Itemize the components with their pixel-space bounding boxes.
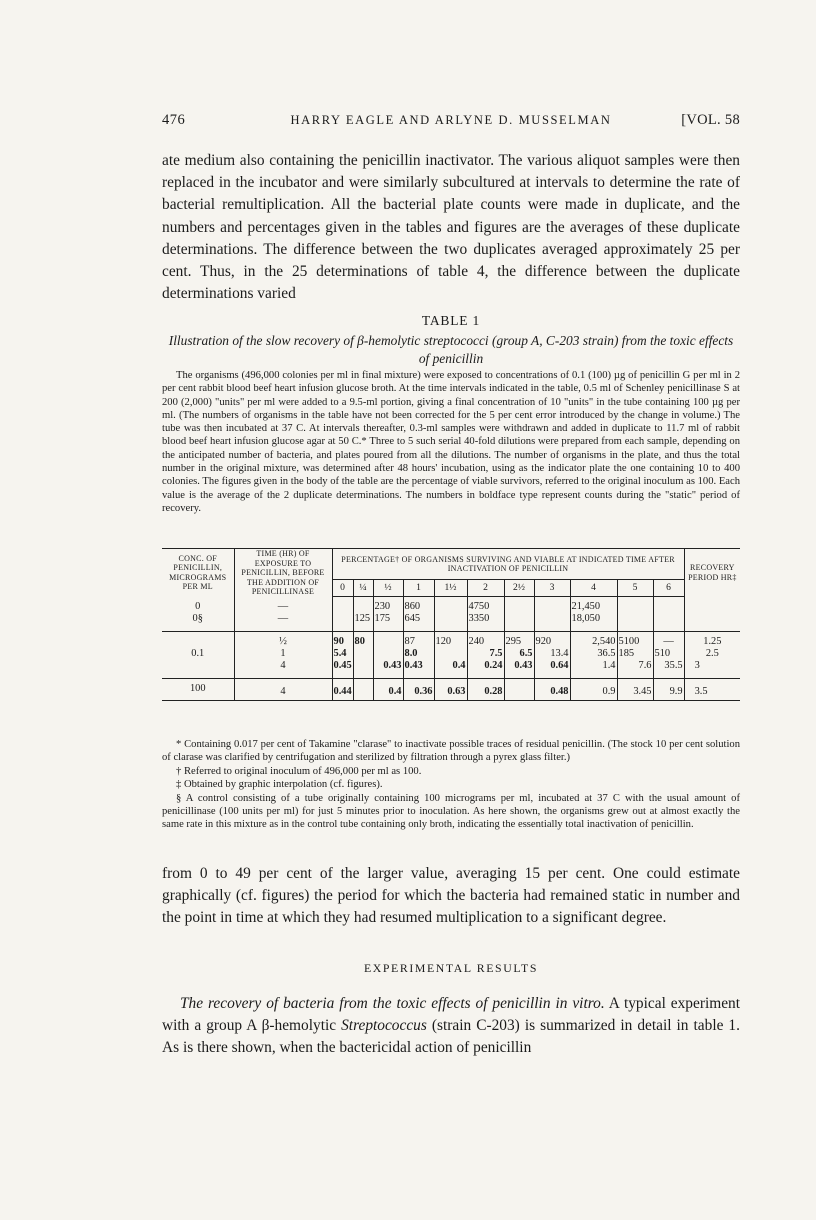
table-cell: 0.9 <box>570 679 617 701</box>
subheader-cell: ¼ <box>353 580 373 597</box>
table-cell: 0.28 <box>467 679 504 701</box>
table-row <box>162 679 740 701</box>
table-cell: 36.5 <box>570 648 617 660</box>
genus-name: Streptococcus <box>341 1017 427 1035</box>
table-cell: 2,540 <box>570 632 617 649</box>
table-cell: 9.9 <box>653 679 684 701</box>
table-cell <box>434 613 467 625</box>
table-cell: 175 <box>373 613 403 625</box>
running-title: HARRY EAGLE AND ARLYNE D. MUSSELMAN <box>290 113 612 127</box>
table-cell: 230 <box>373 597 403 614</box>
cell-time: 4 <box>234 679 332 701</box>
table-cell: 0.43 <box>373 660 403 672</box>
page-header <box>162 112 740 134</box>
table-row <box>162 632 740 649</box>
table-cell: 0.43 <box>403 660 434 672</box>
table-cell: 860 <box>403 597 434 614</box>
cell-conc: 100 <box>162 679 234 701</box>
table-cell <box>617 597 653 614</box>
header-conc: CONC. OF PENICILLIN, MICROGRAMS PER ML <box>162 549 234 597</box>
subheader-cell: 5 <box>617 580 653 597</box>
table-cell: 7.5 <box>467 648 504 660</box>
table-cell: 3.45 <box>617 679 653 701</box>
cell-recovery: 2.5 <box>705 648 719 659</box>
cell-time: — <box>234 613 332 625</box>
table-cell: 0.63 <box>434 679 467 701</box>
paragraph-title: The recovery of bacteria from the toxic effects of penicillin in vitro. <box>180 995 605 1012</box>
subheader-cell: 0 <box>332 580 353 597</box>
table-cell: 0.44 <box>332 679 353 701</box>
table-footnotes <box>162 738 740 832</box>
table-cell: 0.24 <box>467 660 504 672</box>
subheader-cell: 1 <box>403 580 434 597</box>
table-cell: 0.4 <box>373 679 403 701</box>
paragraph-text: A typical experiment with a group A β-hemolytic <box>162 995 740 1035</box>
table-cell: 0.43 <box>504 660 534 672</box>
table-cell: 0.45 <box>333 660 352 671</box>
subheader-cell: ½ <box>373 580 403 597</box>
table-cell: 185 <box>617 648 653 660</box>
cell-recovery: 1.25 <box>703 636 722 647</box>
footnote: ‡ Obtained by graphic interpolation (cf. figures). <box>176 779 383 791</box>
table-description: The organisms (496,000 colonies per ml in final mixture) were exposed to concentrations of 0.1 (100) µg of penicillin G per ml in 2 per cent rabbit blood beef heart infusion glucose broth. At the time intervals indicated in the table, 0.5 ml of Schenley penicillinase S at 200 (2,000) "units" per ml were added to a 9.5-ml portion, giving a final concentration of 10 "units" in the tube containing 100 µg per ml. (The numbers of organisms in the table have not been corrected for the 5 per cent error introduced by the change in volume.) The tube was then incubated at 37 C. At intervals thereafter, 0.3-ml samples were withdrawn and added in duplicate to 11.7 ml of rabbit blood beef heart infusion glucose agar at 50 C.* Three to 5 such serial 40-fold dilutions were prepared from each sample, depending on the anticipated number of bacteria, and plates poured from all the dilutions. The number of organisms in the plate, and thus the total number in the original mixture, was determined after 48 hours' incubation, using as the indicator plate the one containing 10 to 400 colonies. The figures given in the body of the table are the percentage of viable survivors, referred to the original inoculum as 100. Each value is the average of the 2 duplicate determinations. The numbers in boldface type represent counts during the "static" period of recovery. <box>162 370 740 514</box>
table-cell <box>504 597 534 614</box>
table-cell: 240 <box>467 632 504 649</box>
table-cell <box>653 613 684 625</box>
cell-conc: 0.1 <box>162 648 234 660</box>
section-heading: EXPERIMENTAL RESULTS <box>363 961 539 975</box>
table-cell: 295 <box>504 632 534 649</box>
paragraph-results <box>162 993 740 1060</box>
data-table <box>162 548 740 701</box>
table-cell: 510 <box>653 648 684 660</box>
table-cell: 90 <box>332 632 353 649</box>
table-row <box>162 613 740 625</box>
table-cell <box>504 613 534 625</box>
cell-conc <box>162 660 234 672</box>
table-cell <box>332 613 353 625</box>
subheader-cell: 2 <box>467 580 504 597</box>
cell-conc: 0§ <box>162 613 234 625</box>
table-cell: 13.4 <box>534 648 570 660</box>
table-cell <box>534 613 570 625</box>
table-cell <box>353 660 373 672</box>
table-cell: 5.4 <box>332 648 353 660</box>
cell-recovery: 3.5 <box>684 679 740 701</box>
subheader-cell: 4 <box>570 580 617 597</box>
cell-time: — <box>234 597 332 614</box>
subheader-cell: 3 <box>534 580 570 597</box>
footnote: * Containing 0.017 per cent of Takamine "clarase" to inactivate possible traces of residual penicillin. (The stock 10 per cent solution of clarase was clarified by centrifugation and sterilized by filtration through a pyrex glass filter.) <box>162 739 740 764</box>
table-cell: 5100 <box>617 632 653 649</box>
table-cell <box>353 648 373 660</box>
table-cell <box>332 597 353 614</box>
table-cell <box>434 648 467 660</box>
table-cell: 8.0 <box>403 648 434 660</box>
cell-conc: 0 <box>162 597 234 614</box>
table-cell <box>353 679 373 701</box>
table-cell: 0.64 <box>534 660 570 672</box>
table-caption: Illustration of the slow recovery of β-hemolytic streptococci (group A, C-203 strain) from the toxic effects of penicillin <box>168 333 734 366</box>
paragraph-mid: from 0 to 49 per cent of the larger value, averaging 15 per cent. One could estimate graphically (cf. figures) the period for which the bacteria had remained static in number and the point in time at which they had resumed multiplication to a significant degree. <box>162 865 740 927</box>
table-header-row <box>162 549 740 580</box>
table-row <box>162 648 740 660</box>
table-cell <box>534 597 570 614</box>
table-cell: 120 <box>434 632 467 649</box>
table-cell <box>373 632 403 649</box>
subheader-cell: 1½ <box>434 580 467 597</box>
table-cell: 6.5 <box>504 648 534 660</box>
paragraph-top: ate medium also containing the penicillin inactivator. The various aliquot samples were then replaced in the incubator and were similarly subcultured at intervals to determine the rate of bacterial remultiplication. All the bacterial plate counts were made in duplicate, and the numbers and percentages given in the tables and figures are the averages of these duplicate determinations. The difference between the two duplicates averaged approximately 25 per cent. Thus, in the 25 determinations of table 4, the difference between the duplicate determinations varied <box>162 152 740 303</box>
table-cell: 4750 <box>467 597 504 614</box>
page-number: 476 <box>162 112 186 128</box>
cell-recovery <box>684 613 740 625</box>
table-cell <box>434 597 467 614</box>
table-cell: 18,050 <box>570 613 617 625</box>
table-cell: 0.36 <box>403 679 434 701</box>
table-cell: 0.48 <box>534 679 570 701</box>
footnote: † Referred to original inoculum of 496,000 per ml as 100. <box>176 765 422 777</box>
cell-time: 4 <box>234 660 332 672</box>
table-title: TABLE 1 <box>421 313 481 328</box>
header-percentage: PERCENTAGE† OF ORGANISMS SURVIVING AND VIABLE AT INDICATED TIME AFTER INACTIVATION OF PENICILLIN <box>332 549 684 580</box>
table-cell: 35.5 <box>653 660 684 672</box>
table-cell: 920 <box>534 632 570 649</box>
table-cell: 1.4 <box>570 660 617 672</box>
cell-time: 1 <box>234 648 332 660</box>
cell-conc <box>162 632 234 649</box>
footnote: § A control consisting of a tube originally containing 100 micrograms per ml, incubated at 37 C with the usual amount of penicillinase (100 units per ml) for just 5 minutes prior to inoculation. As here shown, the organisms grew out at almost exactly the same rate in this mixture as in the control tube containing only broth, indicating the essentially total inactivation of penicillin. <box>162 792 740 831</box>
table-cell: 21,450 <box>570 597 617 614</box>
table-cell: — <box>653 632 684 649</box>
header-time: TIME (HR) OF EXPOSURE TO PENICILLIN, BEFORE THE ADDITION OF PENICILLINASE <box>234 549 332 597</box>
cell-recovery: 3 <box>694 660 700 671</box>
table-cell <box>653 597 684 614</box>
table-cell: 125 <box>353 613 373 625</box>
paragraph-text: (strain C-203) is summarized in detail in table 1. As is there shown, when the bactericidal action of penicillin <box>162 1017 740 1057</box>
subheader-cell: 2½ <box>504 580 534 597</box>
cell-recovery <box>684 597 740 614</box>
table-cell <box>373 648 403 660</box>
table-cell: 3350 <box>467 613 504 625</box>
table-cell <box>504 679 534 701</box>
table-cell: 0.4 <box>434 660 467 672</box>
table-cell: 80 <box>353 632 373 649</box>
volume-label: [VOL. 58 <box>681 112 740 128</box>
table-cell <box>353 597 373 614</box>
table-row <box>162 597 740 614</box>
table-cell <box>617 613 653 625</box>
header-recovery: RECOVERY PERIOD HR‡ <box>684 549 740 597</box>
table-cell: 87 <box>403 632 434 649</box>
cell-time: ½ <box>234 632 332 649</box>
table-cell: 645 <box>403 613 434 625</box>
subheader-cell: 6 <box>653 580 684 597</box>
table-cell: 7.6 <box>617 660 653 672</box>
table-row <box>162 660 740 672</box>
